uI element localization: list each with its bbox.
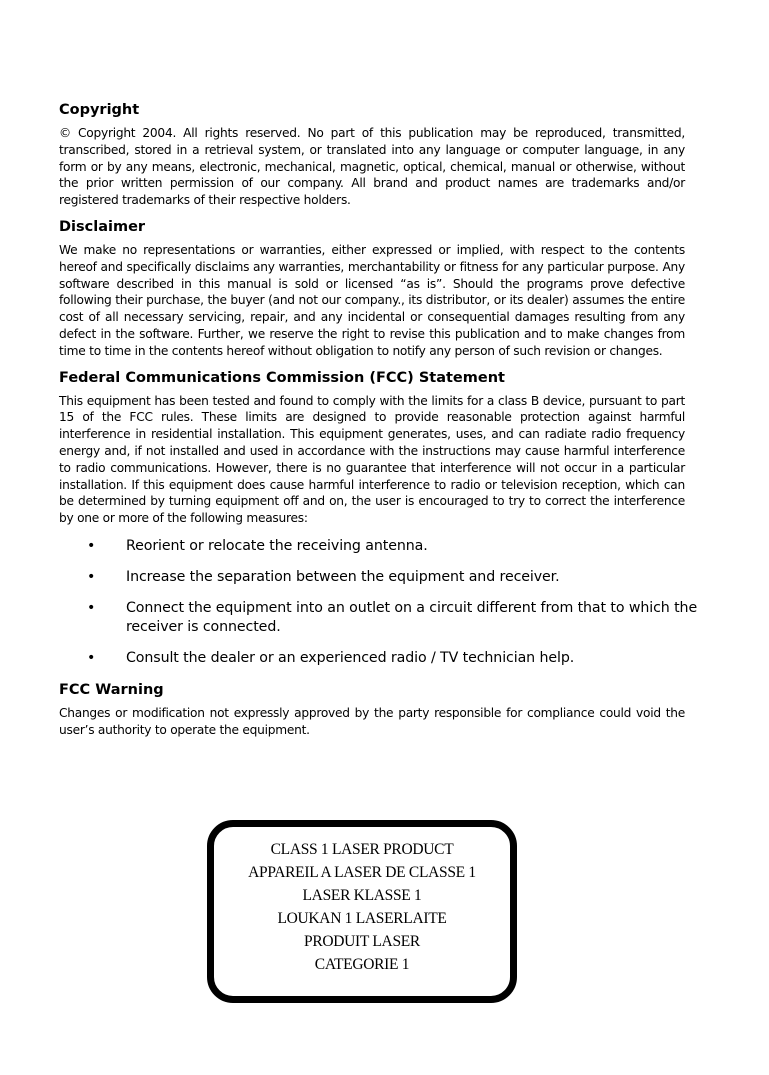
list-item xyxy=(59,599,711,637)
fcc-warning-section xyxy=(59,680,685,739)
list-item xyxy=(59,537,711,556)
bullet-icon: • xyxy=(87,537,96,554)
bullet-icon: • xyxy=(87,649,96,666)
measure-text: Connect the equipment into an outlet on a circuit different from that to which the receiver is connected. xyxy=(126,599,698,635)
list-item xyxy=(59,649,711,668)
fcc-warning-text: Changes or modification not expressly approved by the party responsible for compliance could void the user’s authority to operate the equipment. xyxy=(59,705,685,737)
document-page xyxy=(59,100,698,747)
measure-text: Increase the separation between the equipment and receiver. xyxy=(126,568,560,585)
bullet-icon: • xyxy=(87,599,96,616)
laser-label-line: CLASS 1 LASER PRODUCT xyxy=(270,841,454,858)
disclaimer-heading: Disclaimer xyxy=(59,218,146,235)
disclaimer-section xyxy=(59,217,685,360)
fcc-warning-heading: FCC Warning xyxy=(59,681,164,698)
laser-label-line: APPAREIL A LASER DE CLASSE 1 xyxy=(248,864,476,881)
measure-text: Consult the dealer or an experienced radio / TV technician help. xyxy=(126,649,575,666)
laser-label-line: CATEGORIE 1 xyxy=(314,956,410,973)
laser-label-line: LOUKAN 1 LASERLAITE xyxy=(277,910,447,927)
bullet-icon: • xyxy=(87,568,96,585)
measure-text: Reorient or relocate the receiving antenna. xyxy=(126,537,428,554)
copyright-heading: Copyright xyxy=(59,102,140,118)
disclaimer-text: We make no representations or warranties, either expressed or implied, with respect to the contents hereof and specifically disclaims any warranties, merchantability or fitness for any particular purpose. Any software described in this manual is sold or licensed “as is”. Should the programs prove defective following their purchase, the buyer (and not our company., its distributor, or its dealer) assumes the entire cost of all necessary servicing, repair, and any incidental or consequential damages resulting from any defect in the software. Further, we reserve the right to revise this publication and to make changes from time to time in the contents hereof without obligation to notify any person of such revision or changes. xyxy=(59,242,685,358)
fcc-statement-heading: Federal Communications Commission (FCC) Statement xyxy=(59,369,505,386)
laser-label-line: PRODUIT LASER xyxy=(304,933,420,950)
copyright-text: © Copyright 2004. All rights reserved. No part of this publication may be reproduced, transmitted, transcribed, stored in a retrieval system, or translated into any language or computer language, in any form or by any means, electronic, mechanical, magnetic, optical, chemical, manual or otherwise, without the prior written permission of our company. All brand and product names are trademarks and/or registered trademarks of their respective holders. xyxy=(59,126,685,208)
fcc-statement-text: This equipment has been tested and found to comply with the limits for a class B device, pursuant to part 15 of the FCC rules. These limits are designed to provide reasonable protection against harmful interference in residential installation. This equipment generates, uses, and can radiate radio frequency energy and, if not installed and used in accordance with the instructions may cause harmful interference to radio communications. However, there is no guarantee that interference will not occur in a particular installation. If this equipment does cause harmful interference to radio or television reception, which can be determined by turning equipment off and on, the user is encouraged to try to correct the interference by one or more of the following measures: xyxy=(59,393,685,526)
list-item xyxy=(59,568,711,587)
laser-product-label xyxy=(207,820,517,1003)
fcc-statement-section xyxy=(59,368,698,668)
copyright-section xyxy=(59,100,685,209)
fcc-measures-list xyxy=(59,537,698,668)
laser-label-line: LASER KLASSE 1 xyxy=(302,887,422,904)
